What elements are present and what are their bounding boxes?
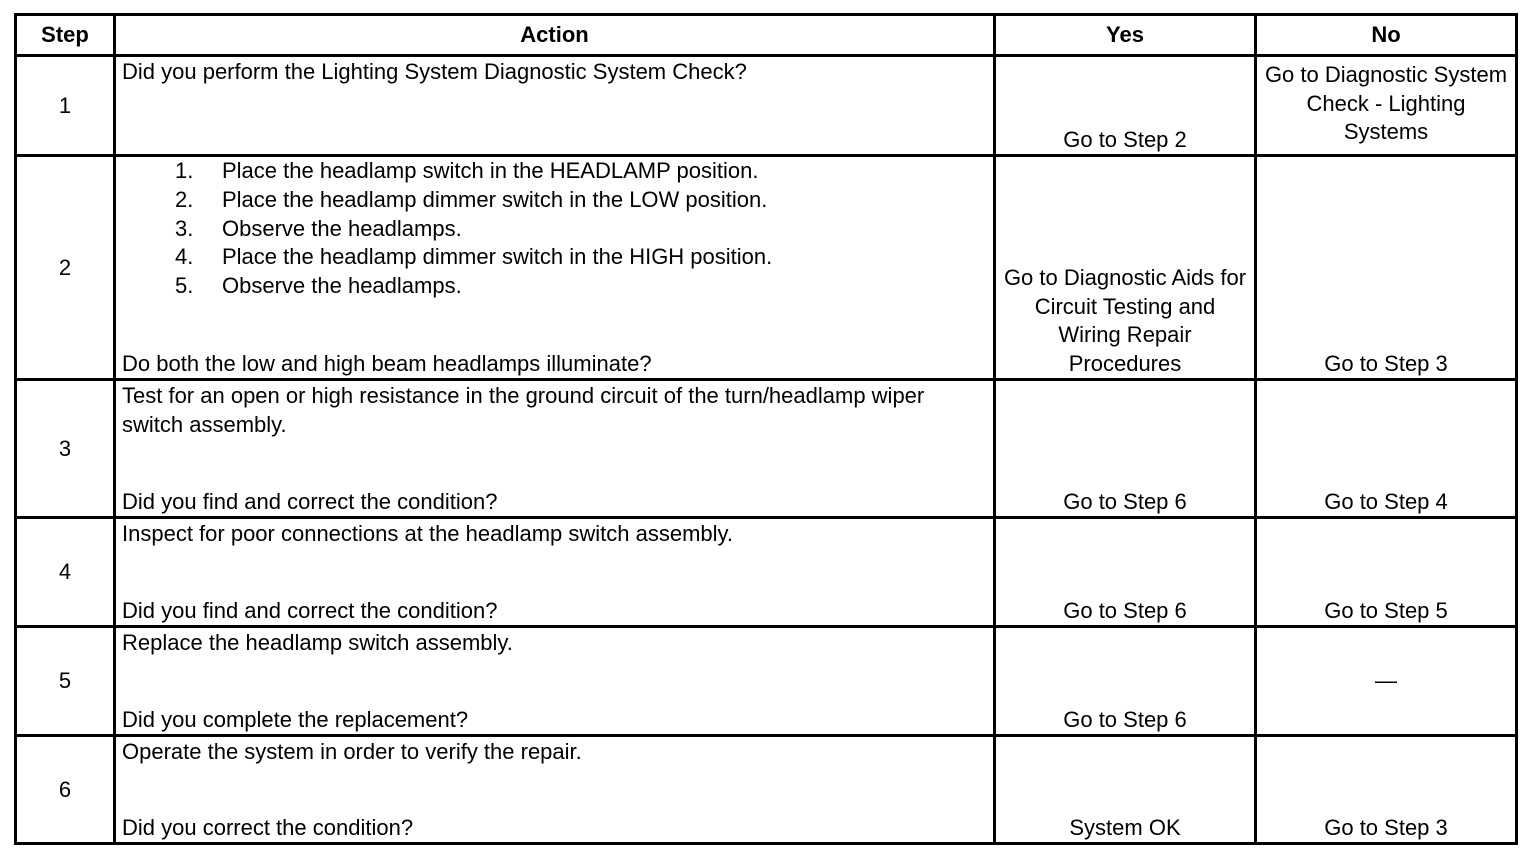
substep-number: 3. bbox=[175, 215, 194, 241]
no-cell: Go to Diagnostic System Check - Lighting Systems bbox=[1256, 56, 1517, 156]
substep-number: 5. bbox=[175, 273, 194, 299]
action-cell bbox=[115, 156, 995, 380]
step-number: 1 bbox=[16, 56, 115, 156]
action-text: Test for an open or high resistance in the ground circuit of the turn/headlamp wiper switch assembly. bbox=[122, 383, 925, 437]
substep-text: Place the headlamp dimmer switch in the HIGH position. bbox=[222, 244, 773, 270]
action-cell bbox=[115, 736, 995, 844]
action-cell bbox=[115, 56, 995, 156]
header-no: No bbox=[1256, 15, 1517, 56]
action-text: Did you perform the Lighting System Diagnostic System Check? bbox=[122, 59, 747, 84]
substep-number: 4. bbox=[175, 244, 194, 270]
step-number: 3 bbox=[16, 380, 115, 518]
list-item bbox=[175, 243, 987, 272]
no-cell: — bbox=[1256, 627, 1517, 736]
list-item bbox=[175, 157, 987, 186]
table-row bbox=[16, 736, 1517, 844]
yes-cell: Go to Diagnostic Aids for Circuit Testing and Wiring Repair Procedures bbox=[995, 156, 1256, 380]
step-number: 6 bbox=[16, 736, 115, 844]
table-row bbox=[16, 518, 1517, 627]
header-action: Action bbox=[115, 15, 995, 56]
yes-cell: System OK bbox=[995, 736, 1256, 844]
no-cell: Go to Step 3 bbox=[1256, 736, 1517, 844]
header-row bbox=[16, 15, 1517, 56]
substep-list bbox=[122, 157, 987, 301]
question-text: Do both the low and high beam headlamps illuminate? bbox=[122, 351, 652, 376]
action-text: Inspect for poor connections at the headlamp switch assembly. bbox=[122, 521, 734, 546]
action-text: Replace the headlamp switch assembly. bbox=[122, 630, 513, 655]
question-text: Did you correct the condition? bbox=[122, 815, 414, 840]
action-cell bbox=[115, 627, 995, 736]
question-text: Did you find and correct the condition? bbox=[122, 598, 498, 623]
no-cell: Go to Step 5 bbox=[1256, 518, 1517, 627]
yes-cell: Go to Step 2 bbox=[995, 56, 1256, 156]
table-row bbox=[16, 627, 1517, 736]
substep-number: 1. bbox=[175, 158, 194, 183]
list-item bbox=[175, 272, 987, 301]
substep-number: 2. bbox=[175, 186, 194, 212]
step-number: 5 bbox=[16, 627, 115, 736]
no-cell: Go to Step 4 bbox=[1256, 380, 1517, 518]
header-yes: Yes bbox=[995, 15, 1256, 56]
substep-text: Observe the headlamps. bbox=[222, 215, 462, 241]
step-number: 2 bbox=[16, 156, 115, 380]
diagnostic-table bbox=[14, 13, 1518, 845]
yes-cell: Go to Step 6 bbox=[995, 380, 1256, 518]
action-text: Operate the system in order to verify the repair. bbox=[122, 739, 582, 764]
question-text: Did you find and correct the condition? bbox=[122, 489, 498, 514]
yes-cell: Go to Step 6 bbox=[995, 518, 1256, 627]
action-cell bbox=[115, 518, 995, 627]
table-row bbox=[16, 56, 1517, 156]
substep-text: Place the headlamp switch in the HEADLAMP position. bbox=[222, 158, 759, 183]
question-text: Did you complete the replacement? bbox=[122, 707, 469, 732]
list-item bbox=[175, 215, 987, 244]
table-row bbox=[16, 156, 1517, 380]
no-cell: Go to Step 3 bbox=[1256, 156, 1517, 380]
action-cell bbox=[115, 380, 995, 518]
substep-text: Place the headlamp dimmer switch in the LOW position. bbox=[222, 186, 768, 212]
table-row bbox=[16, 380, 1517, 518]
header-step: Step bbox=[16, 15, 115, 56]
substep-text: Observe the headlamps. bbox=[222, 273, 462, 299]
step-number: 4 bbox=[16, 518, 115, 627]
list-item bbox=[175, 186, 987, 215]
yes-cell: Go to Step 6 bbox=[995, 627, 1256, 736]
